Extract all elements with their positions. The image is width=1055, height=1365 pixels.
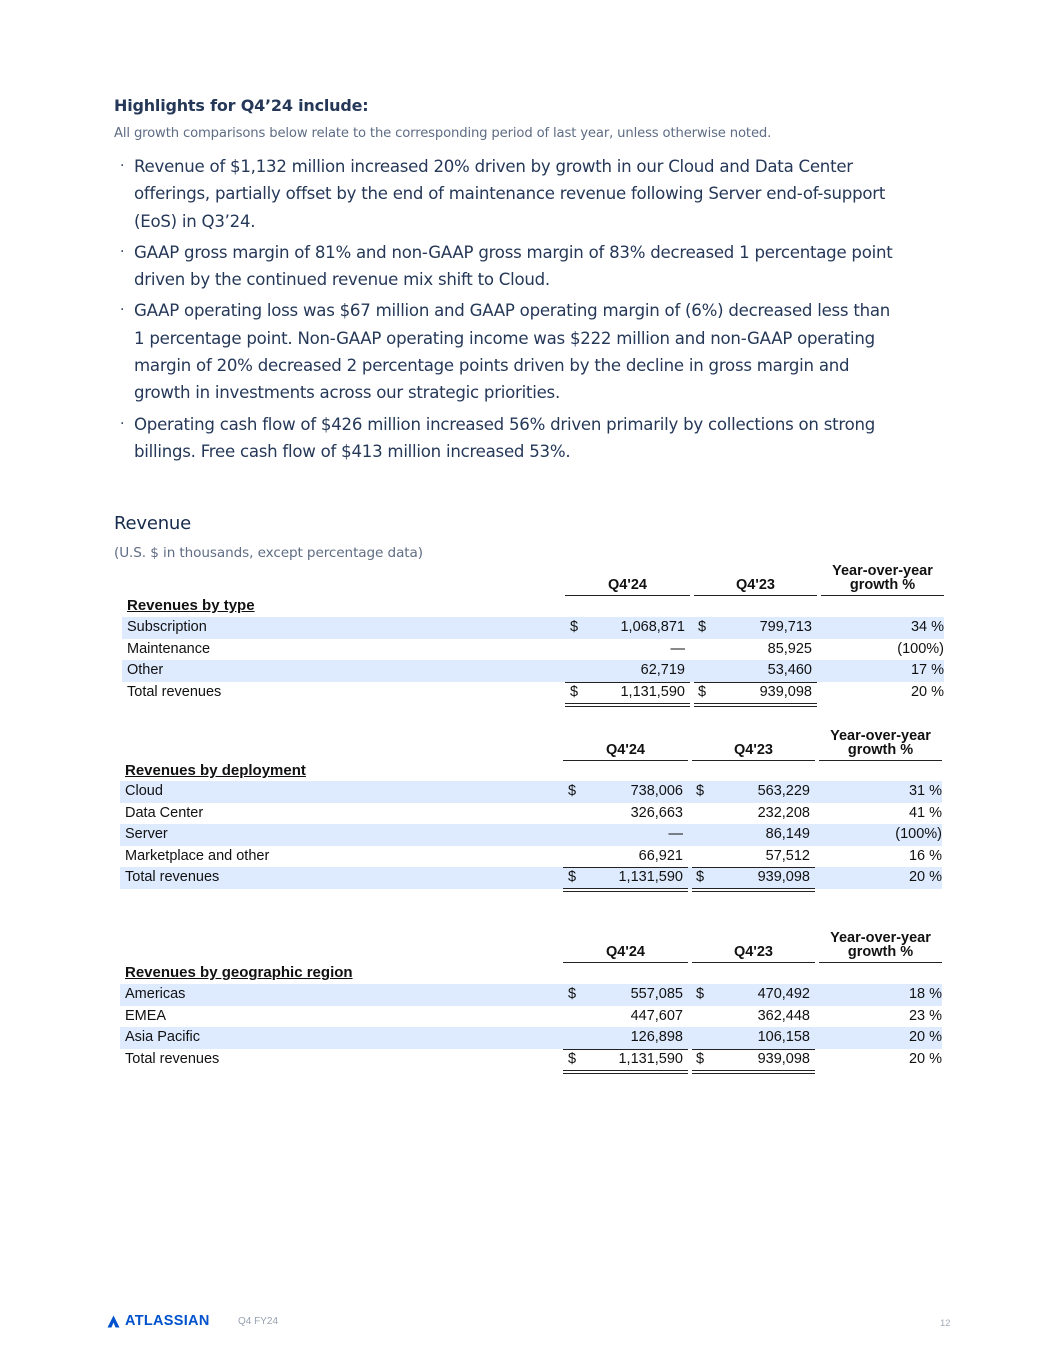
row-label: Data Center bbox=[125, 804, 204, 821]
value-q4-24: — bbox=[668, 826, 683, 842]
value-q4-24: 738,006 bbox=[630, 783, 683, 799]
subtotal-rule bbox=[692, 1049, 815, 1050]
page-number: 12 bbox=[940, 1318, 951, 1329]
revenue-title: Revenue bbox=[114, 513, 191, 534]
col-header-q4-23-cell bbox=[692, 927, 815, 963]
highlight-item: · Operating cash flow of $426 million increased 56% driven primarily by collections on strong billings. Free cash flow of $413 million increased 53%. bbox=[120, 411, 900, 466]
table-row bbox=[120, 1027, 942, 1049]
total-double-rule bbox=[565, 703, 690, 707]
bullet-icon: · bbox=[120, 243, 125, 260]
row-label: Total revenues bbox=[125, 1050, 220, 1067]
row-label: Cloud bbox=[125, 783, 163, 799]
value-q4-24: 447,607 bbox=[630, 1007, 683, 1024]
value-q4-23: 799,713 bbox=[759, 619, 812, 635]
value-q4-23: 939,098 bbox=[757, 1050, 810, 1067]
value-yoy: (100%) bbox=[897, 640, 944, 657]
value-q4-23: 86,149 bbox=[765, 826, 810, 842]
col-header-q4-24-cell bbox=[563, 927, 688, 963]
col-header-yoy: Year-over-year growth % bbox=[830, 728, 931, 758]
table-row bbox=[120, 867, 942, 889]
col-header-q4-23: Q4'23 bbox=[734, 944, 773, 960]
value-yoy: 23 % bbox=[908, 1007, 942, 1024]
subtotal-rule bbox=[563, 867, 688, 868]
row-label: Asia Pacific bbox=[125, 1029, 200, 1045]
logo-text: ATLASSIAN bbox=[125, 1313, 210, 1329]
col-header-q4-23-cell bbox=[694, 560, 817, 596]
table-row bbox=[120, 1006, 942, 1028]
col-header-q4-23-cell bbox=[692, 725, 815, 761]
currency-symbol: $ bbox=[568, 986, 577, 1002]
col-header-q4-24-cell bbox=[563, 725, 688, 761]
row-label: Total revenues bbox=[127, 683, 222, 700]
highlight-item: · GAAP gross margin of 81% and non-GAAP gross margin of 83% decreased 1 percentage point driven by the continued revenue mix shift to Cloud. bbox=[120, 239, 900, 294]
currency-symbol: $ bbox=[568, 783, 577, 799]
table-row bbox=[122, 660, 944, 682]
total-double-rule bbox=[692, 888, 815, 892]
value-q4-23: 470,492 bbox=[757, 986, 810, 1002]
row-label: Marketplace and other bbox=[125, 847, 270, 864]
row-label: EMEA bbox=[125, 1007, 167, 1024]
col-header-q4-24: Q4'24 bbox=[608, 577, 647, 593]
table-row bbox=[120, 984, 942, 1006]
revenue-table bbox=[120, 927, 942, 1080]
col-header-q4-24: Q4'24 bbox=[606, 742, 645, 758]
value-q4-23: 57,512 bbox=[765, 847, 810, 864]
bullet-icon: · bbox=[120, 302, 125, 319]
highlight-item: · Revenue of $1,132 million increased 20% driven by growth in our Cloud and Data Center offerings, partially offset by the end of maintenance revenue following Server end-of-support (EoS) in Q3’24. bbox=[120, 153, 900, 235]
section-title: Revenues by deployment bbox=[125, 762, 306, 779]
value-q4-24: 66,921 bbox=[638, 847, 683, 864]
value-q4-23: 232,208 bbox=[757, 804, 810, 821]
col-header-yoy-cell bbox=[819, 927, 942, 963]
row-label: Subscription bbox=[127, 619, 207, 635]
currency-symbol: $ bbox=[568, 869, 577, 885]
row-label: Server bbox=[125, 826, 168, 842]
value-q4-24: 1,131,590 bbox=[618, 869, 683, 885]
value-q4-23: 106,158 bbox=[757, 1029, 810, 1045]
revenue-table bbox=[120, 725, 942, 899]
revenue-units-note: (U.S. $ in thousands, except percentage data) bbox=[114, 545, 423, 561]
value-yoy: 20 % bbox=[908, 1050, 942, 1067]
col-header-q4-23: Q4'23 bbox=[734, 742, 773, 758]
currency-symbol: $ bbox=[570, 619, 579, 635]
value-yoy: 31 % bbox=[908, 783, 942, 799]
highlight-item: · GAAP operating loss was $67 million and GAAP operating margin of (6%) decreased less than 1 percentage point. Non-GAAP operating income was $222 million and non-GAAP operating margin of 20% decreased 2 percentage points driven by the decline in gross margin and growth in investments across our strategic priorities. bbox=[120, 297, 900, 406]
bullet-icon: · bbox=[120, 158, 125, 174]
value-q4-23: 362,448 bbox=[757, 1007, 810, 1024]
value-yoy: 16 % bbox=[908, 847, 942, 864]
value-q4-24: 557,085 bbox=[630, 986, 683, 1002]
value-q4-23: 939,098 bbox=[757, 869, 810, 885]
currency-symbol: $ bbox=[570, 683, 579, 700]
value-yoy: 41 % bbox=[908, 804, 942, 821]
currency-symbol: $ bbox=[696, 783, 705, 799]
value-yoy: 18 % bbox=[908, 986, 942, 1002]
highlights-list bbox=[120, 153, 900, 469]
table-row bbox=[120, 846, 942, 868]
table-row bbox=[122, 639, 944, 661]
bullet-icon: · bbox=[120, 415, 125, 432]
table-row bbox=[120, 1049, 942, 1071]
total-double-rule bbox=[692, 1070, 815, 1074]
total-double-rule bbox=[694, 703, 817, 707]
atlassian-logo bbox=[107, 1313, 210, 1329]
value-q4-24: 62,719 bbox=[640, 662, 685, 678]
col-header-yoy-cell bbox=[821, 560, 944, 596]
row-label: Americas bbox=[125, 986, 186, 1002]
section-title: Revenues by geographic region bbox=[125, 964, 353, 981]
row-label: Maintenance bbox=[127, 640, 211, 657]
total-double-rule bbox=[563, 1070, 688, 1074]
col-header-yoy: Year-over-year growth % bbox=[830, 930, 931, 960]
total-double-rule bbox=[563, 888, 688, 892]
value-q4-23: 939,098 bbox=[759, 683, 812, 700]
col-header-yoy-cell bbox=[819, 725, 942, 761]
revenue-table bbox=[122, 560, 944, 713]
currency-symbol: $ bbox=[698, 683, 707, 700]
value-q4-24: — bbox=[670, 640, 685, 657]
value-q4-24: 1,131,590 bbox=[618, 1050, 683, 1067]
col-header-q4-24: Q4'24 bbox=[606, 944, 645, 960]
atlassian-logo-icon bbox=[107, 1315, 120, 1328]
highlights-note: All growth comparisons below relate to the corresponding period of last year, unless otherwise noted. bbox=[114, 126, 772, 141]
value-yoy: 17 % bbox=[910, 662, 944, 678]
col-header-q4-23: Q4'23 bbox=[736, 577, 775, 593]
value-yoy: 34 % bbox=[910, 619, 944, 635]
currency-symbol: $ bbox=[696, 986, 705, 1002]
table-row bbox=[120, 781, 942, 803]
report-period: Q4 FY24 bbox=[238, 1316, 279, 1327]
subtotal-rule bbox=[694, 682, 817, 683]
highlights-title: Highlights for Q4’24 include: bbox=[114, 96, 369, 115]
currency-symbol: $ bbox=[696, 869, 705, 885]
value-yoy: 20 % bbox=[910, 683, 944, 700]
currency-symbol: $ bbox=[698, 619, 707, 635]
value-q4-24: 1,068,871 bbox=[620, 619, 685, 635]
col-header-yoy: Year-over-year growth % bbox=[832, 563, 933, 593]
section-title: Revenues by type bbox=[127, 597, 255, 614]
value-q4-23: 53,460 bbox=[767, 662, 812, 678]
value-yoy: 20 % bbox=[908, 1029, 942, 1045]
col-header-q4-24-cell bbox=[565, 560, 690, 596]
value-yoy: (100%) bbox=[895, 826, 942, 842]
value-q4-24: 1,131,590 bbox=[620, 683, 685, 700]
value-q4-23: 563,229 bbox=[757, 783, 810, 799]
currency-symbol: $ bbox=[568, 1050, 577, 1067]
value-q4-23: 85,925 bbox=[767, 640, 812, 657]
table-row bbox=[120, 824, 942, 846]
value-q4-24: 126,898 bbox=[630, 1029, 683, 1045]
subtotal-rule bbox=[563, 1049, 688, 1050]
table-row bbox=[122, 617, 944, 639]
value-q4-24: 326,663 bbox=[630, 804, 683, 821]
currency-symbol: $ bbox=[696, 1050, 705, 1067]
subtotal-rule bbox=[692, 867, 815, 868]
row-label: Total revenues bbox=[125, 869, 220, 885]
row-label: Other bbox=[127, 662, 164, 678]
value-yoy: 20 % bbox=[908, 869, 942, 885]
subtotal-rule bbox=[565, 682, 690, 683]
table-row bbox=[120, 803, 942, 825]
table-row bbox=[122, 682, 944, 704]
